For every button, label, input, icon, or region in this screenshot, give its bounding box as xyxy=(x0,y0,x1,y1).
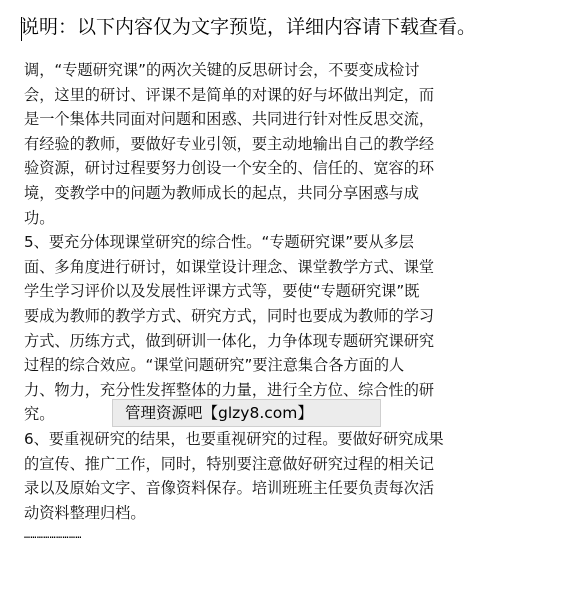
document-body xyxy=(24,58,554,525)
text-line: 过程的综合效应。“课堂问题研究”要注意集合各方面的人 xyxy=(24,356,405,375)
text-line: 录以及原始文字、音像资料保存。培训班班主任要负责每次活 xyxy=(24,479,435,498)
text-line: 方式、历练方式，做到研训一体化，力争体现专题研究课研究 xyxy=(24,331,435,350)
text-line: 学生学习评价以及发展性评课方式等，要使“专题研究课”既 xyxy=(24,282,420,301)
continuation-ellipsis: ……………………… xyxy=(24,530,82,541)
text-line: 5、要充分体现课堂研究的综合性。“专题研究课”要从多层 xyxy=(24,233,414,252)
text-line: 究。 xyxy=(24,405,55,424)
text-line: 要成为教师的教学方式、研究方式，同时也要成为教师的学习 xyxy=(24,306,435,325)
text-line: 境，变教学中的问题为教师成长的起点，共同分享困惑与成 xyxy=(24,183,419,202)
text-line: 力、物力，充分性发挥整体的力量，进行全方位、综合性的研 xyxy=(24,380,435,399)
text-line: 6、要重视研究的结果，也要重视研究的过程。要做好研究成果 xyxy=(24,429,444,448)
text-line: 的宣传、推广工作，同时，特别要注意做好研究过程的相关记 xyxy=(24,454,435,473)
text-line: 有经验的教师，要做好专业引领，要主动地输出自己的教学经 xyxy=(24,134,435,153)
text-line: 功。 xyxy=(24,208,55,227)
text-line: 面、多角度进行研讨，如课堂设计理念、课堂教学方式、课堂 xyxy=(24,257,435,276)
text-line: 验资源，研讨过程要努力创设一个安全的、信任的、宽容的环 xyxy=(24,159,435,178)
text-line: 是一个集体共同面对问题和困惑、共同进行针对性反思交流， xyxy=(24,110,435,129)
text-line: 调，“专题研究课”的两次关键的反思研讨会，不要变成检讨 xyxy=(24,61,420,79)
preview-notice: 说明：以下内容仅为文字预览，详细内容请下载查看。 xyxy=(20,16,477,38)
watermark-banner: 管理资源吧【glzy8.com】 xyxy=(112,399,381,427)
text-line: 会，这里的研讨、评课不是简单的对课的好与坏做出判定，而 xyxy=(24,85,435,104)
text-line: 动资料整理归档。 xyxy=(24,503,146,522)
